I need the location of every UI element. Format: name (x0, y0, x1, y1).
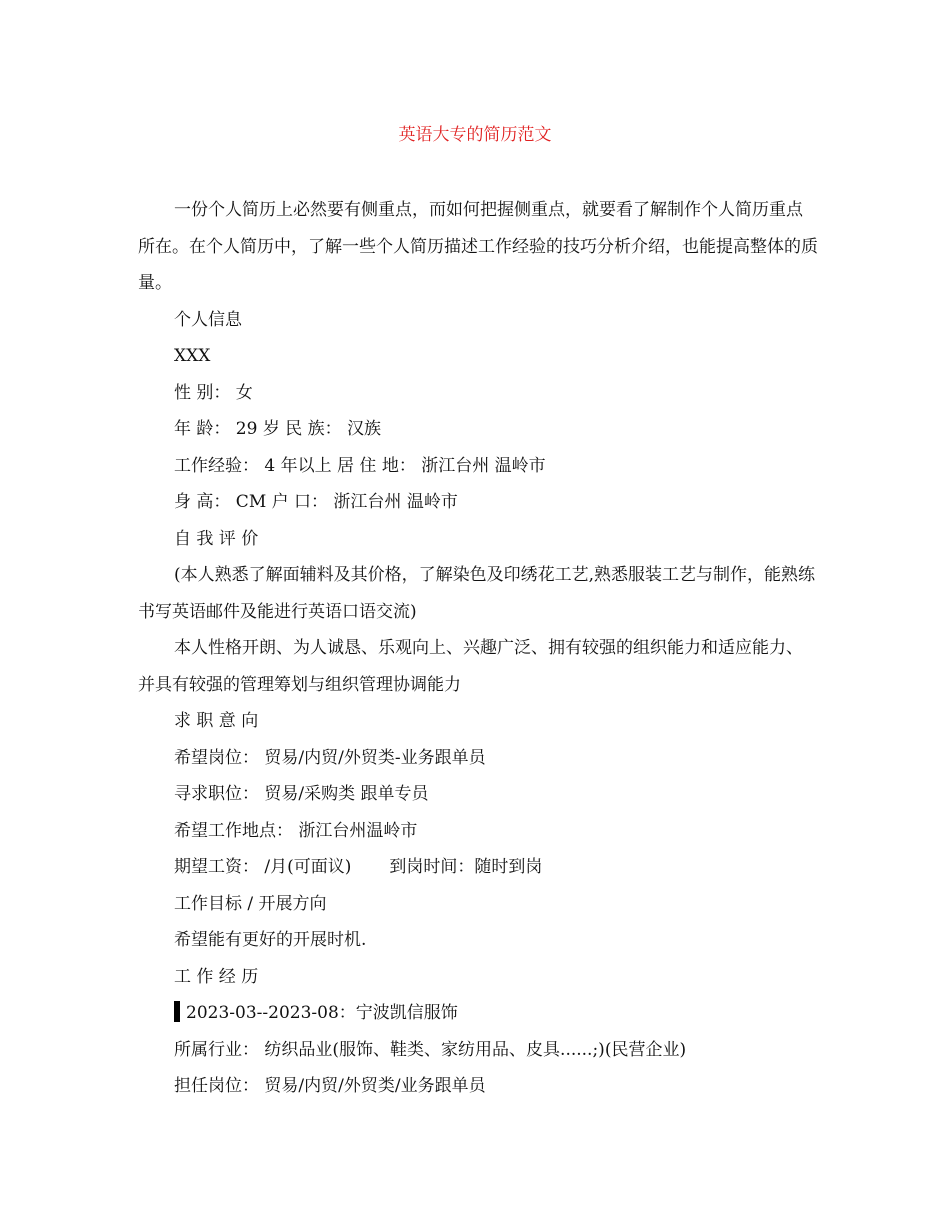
personal-gender: 性 别： 女 (174, 382, 253, 403)
intro-paragraph: 一份个人简历上必然要有侧重点，而如何把握侧重点，就要看了解制作个人简历重点所在。在个人简历中，了解一些个人简历描述工作经验的技巧分析介绍，也能提高整体的质量。 (138, 200, 818, 293)
expected-salary: 期望工资： /月(可面议) (174, 857, 352, 877)
work-period-line (138, 995, 818, 1032)
self-evaluation-paragraph-2: 本人性格开朗、为人诚恳、乐观向上、兴趣广泛、拥有较强的组织能力和适应能力、并具有较强的管理筹划与组织管理协调能力 (138, 638, 803, 695)
bar-marker-icon (174, 1001, 180, 1022)
desired-location: 希望工作地点： 浙江台州温岭市 (174, 820, 418, 841)
desired-position: 希望岗位： 贸易/内贸/外贸类-业务跟单员 (174, 747, 486, 768)
work-role: 担任岗位： 贸易/内贸/外贸类/业务跟单员 (174, 1076, 486, 1096)
personal-age-ethnicity: 年 龄： 29 岁 民 族： 汉族 (174, 419, 382, 439)
work-experience-heading: 工 作 经 历 (174, 966, 259, 987)
self-evaluation-heading: 自 我 评 价 (174, 528, 259, 549)
document-body (138, 192, 818, 1105)
self-evaluation-paragraph-1: (本人熟悉了解面辅料及其价格，了解染色及印绣花工艺,熟悉服装工艺与制作，能熟练书写英语邮件及能进行英语口语交流) (138, 565, 816, 622)
career-goal: 希望能有更好的开展时机. (174, 930, 367, 950)
salary-start-line (138, 849, 818, 886)
work-industry: 所属行业： 纺织品业(服饰、鞋类、家纺用品、皮具......;)(民营企业) (174, 1039, 687, 1060)
personal-experience-residence: 工作经验： 4 年以上 居 住 地： 浙江台州 温岭市 (174, 455, 546, 476)
personal-name: XXX (174, 346, 211, 366)
work-period: 2023-03--2023-08：宁波凯信服饰 (186, 1003, 458, 1023)
personal-height-hukou: 身 高： CM 户 口： 浙江台州 温岭市 (174, 492, 458, 512)
start-time: 到岗时间：随时到岗 (389, 857, 543, 877)
document-title: 英语大专的简历范文 (398, 125, 552, 145)
seeking-position: 寻求职位： 贸易/采购类 跟单专员 (174, 784, 429, 804)
career-goal-heading: 工作目标 / 开展方向 (174, 893, 327, 914)
personal-info-heading: 个人信息 (174, 309, 242, 330)
job-intent-heading: 求 职 意 向 (174, 711, 259, 731)
